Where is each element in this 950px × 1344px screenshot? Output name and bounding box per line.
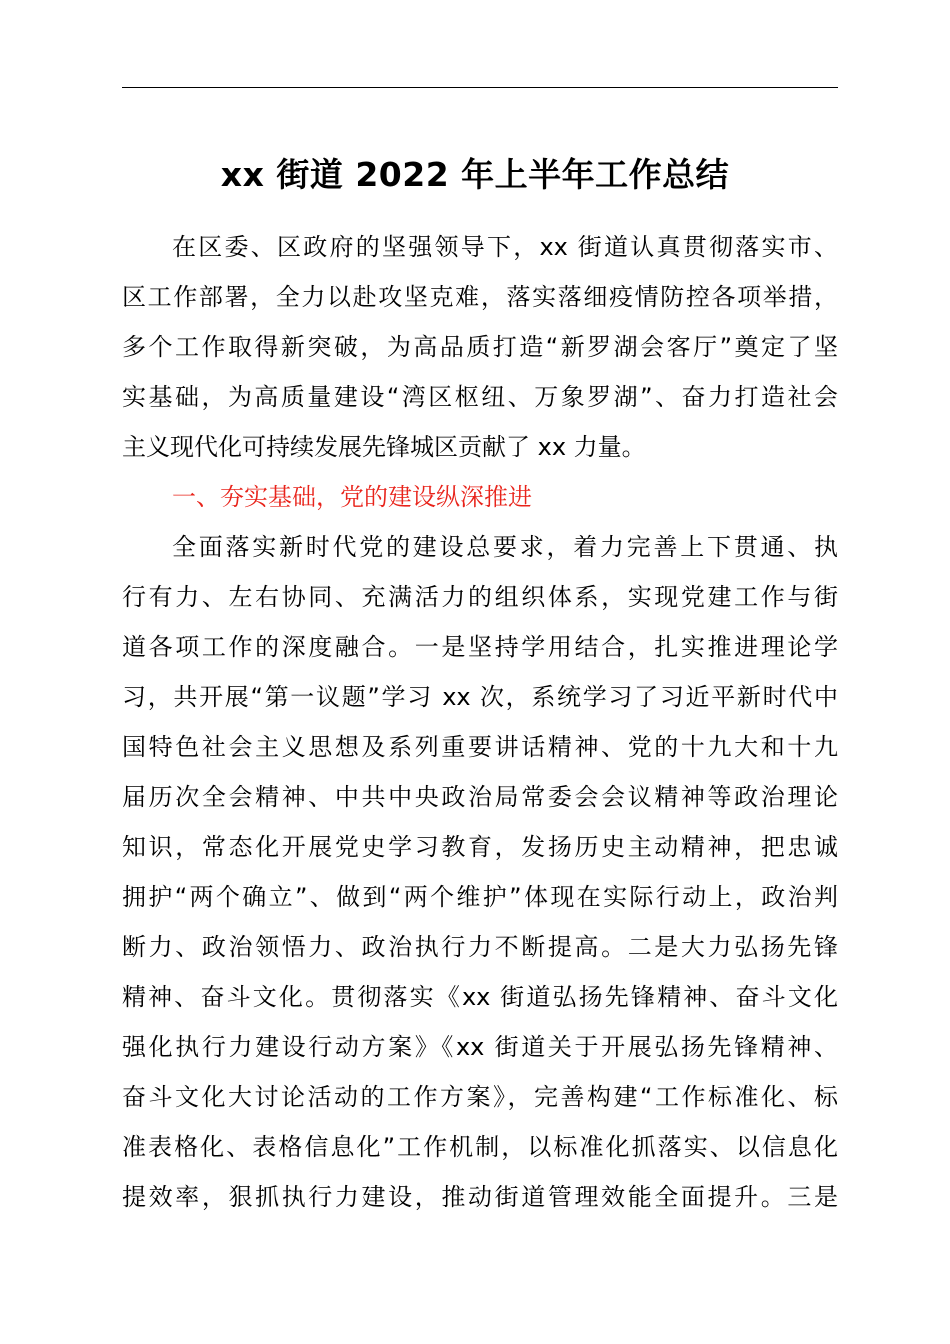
paragraph-line: 习，共开展“第一议题”学习 xx 次，系统学习了习近平新时代中 bbox=[122, 683, 838, 711]
paragraph-line: 断力、政治领悟力、政治执行力不断提高。二是大力弘扬先锋 bbox=[122, 933, 838, 961]
paragraph-line: 区工作部署，全力以赴攻坚克难，落实落细疫情防控各项举措， bbox=[122, 283, 838, 311]
paragraph-line: 行有力、左右协同、充满活力的组织体系，实现党建工作与街 bbox=[122, 583, 838, 611]
paragraph-line: 拥护“两个确立”、做到“两个维护”体现在实际行动上，政治判 bbox=[122, 883, 838, 911]
section-heading: 一、夯实基础，党的建设纵深推进 bbox=[172, 483, 532, 511]
paragraph-line: 国特色社会主义思想及系列重要讲话精神、党的十九大和十九 bbox=[122, 733, 838, 761]
paragraph-line: 全面落实新时代党的建设总要求，着力完善上下贯通、执 bbox=[172, 533, 838, 561]
paragraph-line: 实基础，为高质量建设“湾区枢纽、万象罗湖”、奋力打造社会 bbox=[122, 383, 838, 411]
paragraph-line: 主义现代化可持续发展先锋城区贡献了 xx 力量。 bbox=[122, 433, 646, 461]
paragraph-line: 道各项工作的深度融合。一是坚持学用结合，扎实推进理论学 bbox=[122, 633, 838, 661]
paragraph-line: 在区委、区政府的坚强领导下，xx 街道认真贯彻落实市、 bbox=[172, 233, 838, 261]
paragraph-line: 强化执行力建设行动方案》《xx 街道关于开展弘扬先锋精神、 bbox=[122, 1033, 838, 1061]
paragraph-line: 提效率，狠抓执行力建设，推动街道管理效能全面提升。三是 bbox=[122, 1183, 838, 1211]
paragraph-line: 届历次全会精神、中共中央政治局常委会会议精神等政治理论 bbox=[122, 783, 838, 811]
document-title: xx 街道 2022 年上半年工作总结 bbox=[220, 155, 730, 194]
paragraph-line: 多个工作取得新突破，为高品质打造“新罗湖会客厅”奠定了坚 bbox=[122, 333, 838, 361]
header-rule bbox=[122, 87, 838, 88]
paragraph-line: 奋斗文化大讨论活动的工作方案》，完善构建“工作标准化、标 bbox=[122, 1083, 838, 1111]
paragraph-line: 准表格化、表格信息化”工作机制，以标准化抓落实、以信息化 bbox=[122, 1133, 838, 1161]
document-body bbox=[122, 222, 838, 1222]
paragraph-line: 精神、奋斗文化。贯彻落实《xx 街道弘扬先锋精神、奋斗文化 bbox=[122, 983, 838, 1011]
paragraph-line: 知识，常态化开展党史学习教育，发扬历史主动精神，把忠诚 bbox=[122, 833, 838, 861]
